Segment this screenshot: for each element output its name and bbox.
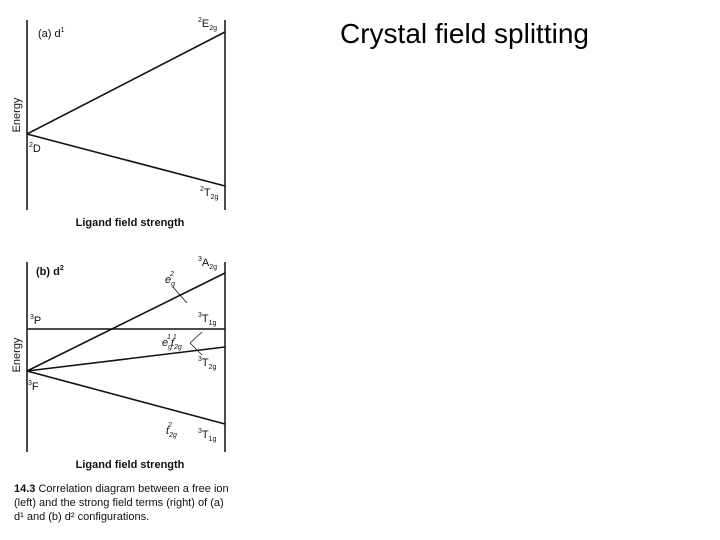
panel-a-upper-term: $^2E_{2g}$	[198, 17, 218, 32]
panel-b-config-t2g2: $t_{2g}2$	[166, 422, 177, 439]
panel-a-label: (a) $d^1$	[38, 27, 65, 40]
panel-b-term-a2g: $^3A_{2g}$	[198, 256, 218, 271]
panel-b-ylabel: Energy	[11, 337, 23, 373]
panel-b-free-ion-3f: $^3$F	[28, 380, 39, 393]
panel-b	[11, 256, 225, 471]
panel-a-e2g-line	[27, 32, 225, 134]
panel-a	[11, 17, 225, 229]
panel-b-a2g-line	[27, 273, 225, 371]
panel-a-lower-term: $^2T_{2g}$	[200, 186, 219, 201]
panel-b-t1g-lower-line	[27, 371, 225, 424]
panel-b-eg2-pointer	[173, 287, 187, 303]
panel-b-term-t2g: $^3T_{2g}$	[198, 356, 217, 371]
panel-b-term-t1g-upper: $^3T_{1g}$	[198, 312, 217, 327]
panel-b-eg1t2g1-pointer2	[190, 343, 202, 355]
panel-a-xlabel: Ligand field strength	[75, 217, 185, 229]
panel-a-ylabel: Energy	[11, 97, 23, 133]
panel-b-xlabel: Ligand field strength	[75, 459, 185, 471]
panel-a-t2g-line	[27, 134, 225, 186]
panel-b-config-eg2: $e_g2$	[165, 271, 176, 288]
panel-b-t2g-line	[27, 347, 225, 371]
panel-b-config-eg1t2g1: $e_g1t_{2g}1$	[162, 334, 182, 351]
panel-b-eg1t2g1-pointer	[190, 332, 202, 343]
figure-caption	[14, 482, 236, 524]
figure-caption-text: Correlation diagram between a free ion (left) and the strong field terms (right) of (a) d¹ and (b) d² configurations.	[14, 483, 229, 523]
slide-title: Crystal field splitting	[340, 18, 589, 49]
panel-b-label: (b) $d^2$	[36, 265, 64, 278]
panel-a-free-ion-term: $^2$D	[29, 142, 41, 155]
correlation-diagram-figure	[0, 0, 240, 540]
figure-number: 14.3	[14, 483, 36, 495]
panel-b-term-t1g-lower: $^3T_{1g}$	[198, 428, 217, 443]
panel-b-free-ion-3p: $^3$P	[30, 314, 42, 327]
